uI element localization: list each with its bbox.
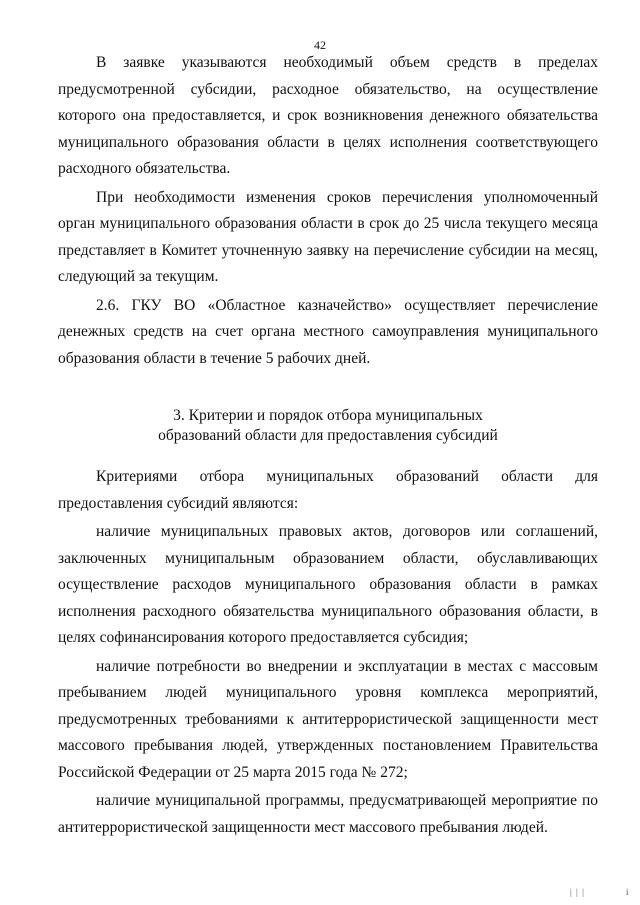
paragraph-criterion-security-need: наличие потребности во внедрении и эксплуатации в местах с массовым пребыванием людей муниципального уровня комплекса мероприятий, предусмотренных требованиями к антитеррористической защищенности мест массового пребывания людей, утвержденных постановлением Правительства Российской Федерации от 25 марта 2015 года № 272; xyxy=(58,657,598,781)
section-heading-line-1: 3. Критерии и порядок отбора муниципальных xyxy=(173,407,483,424)
paragraph-application-contents: В заявке указываются необходимый объем средств в пределах предусмотренной субсидии, расходное обязательство, на осуществление которого она предоставляется, и срок возникновения денежного обязательства муниципального образования области в целях исполнения соответствующего расходного обязательства. xyxy=(58,54,598,177)
paragraph-criterion-legal-acts: наличие муниципальных правовых актов, договоров или соглашений, заключенных муниципальным образованием области, обуславливающих осуществление расходов муниципального образования области в рамках исполнения расходного обязательства муниципального образования области, в целях софинансирования которого предоставляется субсидия; xyxy=(58,523,598,646)
page-number: 42 xyxy=(314,38,326,52)
footer-scan-mark-small: i xyxy=(626,887,630,897)
document-body xyxy=(58,50,598,841)
paragraph-criterion-municipal-program: наличие муниципальной программы, предусматривающей мероприятие по антитеррористической защищенности мест массового пребывания людей. xyxy=(58,792,598,836)
paragraph-treasury-transfer: 2.6. ГКУ ВО «Областное казначейство» осуществляет перечисление денежных средств на счет органа местного самоуправления муниципального образования области в течение 5 рабочих дней. xyxy=(58,296,598,367)
paragraph-criteria-intro: Критериями отбора муниципальных образований области для предоставления субсидий являются: xyxy=(58,468,598,512)
footer-scan-mark: | | | xyxy=(570,887,585,897)
section-heading-line-2: образований области для предоставления субсидий xyxy=(158,427,498,444)
paragraph-deadline-change: При необходимости изменения сроков перечисления уполномоченный орган муниципального образования области в срок до 25 числа текущего месяца представляет в Комитет уточненную заявку на перечисление субсидии на месяц, следующий за текущим. xyxy=(58,188,598,285)
section-heading xyxy=(58,406,598,446)
